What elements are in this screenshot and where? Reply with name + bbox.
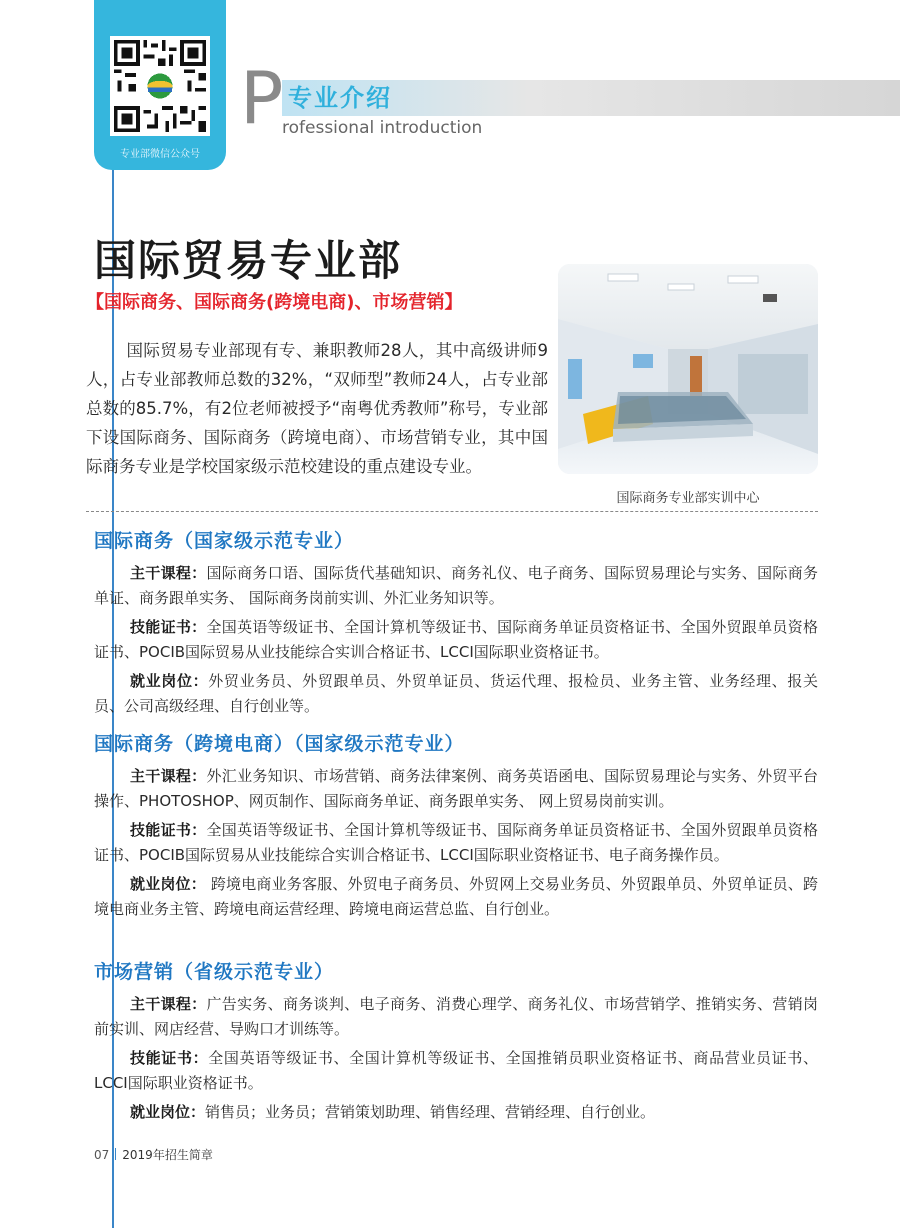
jobs-label: 就业岗位： xyxy=(130,875,206,893)
courses-text: 国际商务口语、国际货代基础知识、商务礼仪、电子商务、国际贸易理论与实务、国际商务单证、商务跟单实务、 国际商务岗前实训、外汇业务知识等。 xyxy=(94,564,818,607)
header-big-letter: P xyxy=(240,56,284,140)
page-footer xyxy=(94,1146,213,1163)
section-header xyxy=(240,56,900,140)
jobs-label: 就业岗位： xyxy=(130,1103,206,1121)
department-intro xyxy=(86,336,548,481)
program-cross-border-ecommerce xyxy=(94,729,818,926)
program-title: 国际商务（跨境电商）（国家级示范专业） xyxy=(94,733,465,755)
program-courses xyxy=(94,764,818,814)
certificates-label: 技能证书： xyxy=(130,821,207,839)
certificates-text: 全国英语等级证书、全国计算机等级证书、国际商务单证员资格证书、全国外贸跟单员资格证书、POCIB国际贸易从业技能综合实训合格证书、LCCI国际职业资格证书。 xyxy=(94,618,818,661)
program-certificates xyxy=(94,818,818,868)
department-subtitle: 【国际商务、国际商务(跨境电商)、市场营销】 xyxy=(86,292,463,313)
program-title: 国际商务（国家级示范专业） xyxy=(94,530,355,552)
footer-separator xyxy=(115,1148,116,1160)
qr-caption: 专业部微信公众号 xyxy=(120,149,200,160)
program-jobs xyxy=(94,1100,818,1125)
certificates-label: 技能证书： xyxy=(130,1049,209,1067)
program-international-business xyxy=(94,526,818,723)
certificates-text: 全国英语等级证书、全国计算机等级证书、国际商务单证员资格证书、全国外贸跟单员资格证书、POCIB国际贸易从业技能综合实训合格证书、LCCI国际职业资格证书、电子商务操作员。 xyxy=(94,821,818,864)
page-number: 07 xyxy=(94,1148,110,1162)
jobs-text: 跨境电商业务客服、外贸电子商务员、外贸网上交易业务员、外贸跟单员、外贸单证员、跨境电商业务主管、跨境电商运营经理、跨境电商运营总监、自行创业。 xyxy=(94,875,818,918)
courses-label: 主干课程： xyxy=(130,564,207,582)
program-certificates xyxy=(94,615,818,665)
certificates-text: 全国英语等级证书、全国计算机等级证书、全国推销员职业资格证书、商品营业员证书、LCCI国际职业资格证书。 xyxy=(94,1049,818,1092)
intro-text: 国际贸易专业部现有专、兼职教师28人，其中高级讲师9人，占专业部教师总数的32%，“双师型”教师24人，占专业部总数的85.7%，有2位老师被授予“南粤优秀教师”称号，专业部下设国际商务、国际商务（跨境电商）、市场营销专业，其中国际商务专业是学校国家级示范校建设的重点建设专业。 xyxy=(86,341,548,476)
courses-text: 外汇业务知识、市场营销、商务法律案例、商务英语函电、国际贸易理论与实务、外贸平台操作、PHOTOSHOP、网页制作、国际商务单证、商务跟单实务、 网上贸易岗前实训。 xyxy=(94,767,818,810)
program-title: 市场营销（省级示范专业） xyxy=(94,961,335,983)
program-jobs xyxy=(94,669,818,719)
certificates-label: 技能证书： xyxy=(130,618,207,636)
program-marketing xyxy=(94,957,818,1129)
program-courses xyxy=(94,561,818,611)
qr-code-icon xyxy=(110,36,210,136)
courses-label: 主干课程： xyxy=(130,995,207,1013)
program-certificates xyxy=(94,1046,818,1096)
header-cn-title: 专业介绍 xyxy=(288,84,392,112)
program-jobs xyxy=(94,872,818,922)
training-center-photo xyxy=(558,264,818,474)
courses-text: 广告实务、商务谈判、电子商务、消费心理学、商务礼仪、市场营销学、推销实务、营销岗前实训、网店经营、导购口才训练等。 xyxy=(94,995,818,1038)
photo-caption: 国际商务专业部实训中心 xyxy=(616,491,760,506)
qr-panel xyxy=(94,0,226,170)
department-title: 国际贸易专业部 xyxy=(94,236,403,285)
header-en-title: rofessional introduction xyxy=(282,118,483,138)
program-courses xyxy=(94,992,818,1042)
jobs-label: 就业岗位： xyxy=(130,672,209,690)
footer-text: 2019年招生简章 xyxy=(122,1148,213,1162)
courses-label: 主干课程： xyxy=(130,767,207,785)
section-divider xyxy=(86,511,818,512)
jobs-text: 外贸业务员、外贸跟单员、外贸单证员、货运代理、报检员、业务主管、业务经理、报关员、公司高级经理、自行创业等。 xyxy=(94,672,818,715)
jobs-text: 销售员；业务员；营销策划助理、销售经理、营销经理、自行创业。 xyxy=(205,1103,656,1121)
